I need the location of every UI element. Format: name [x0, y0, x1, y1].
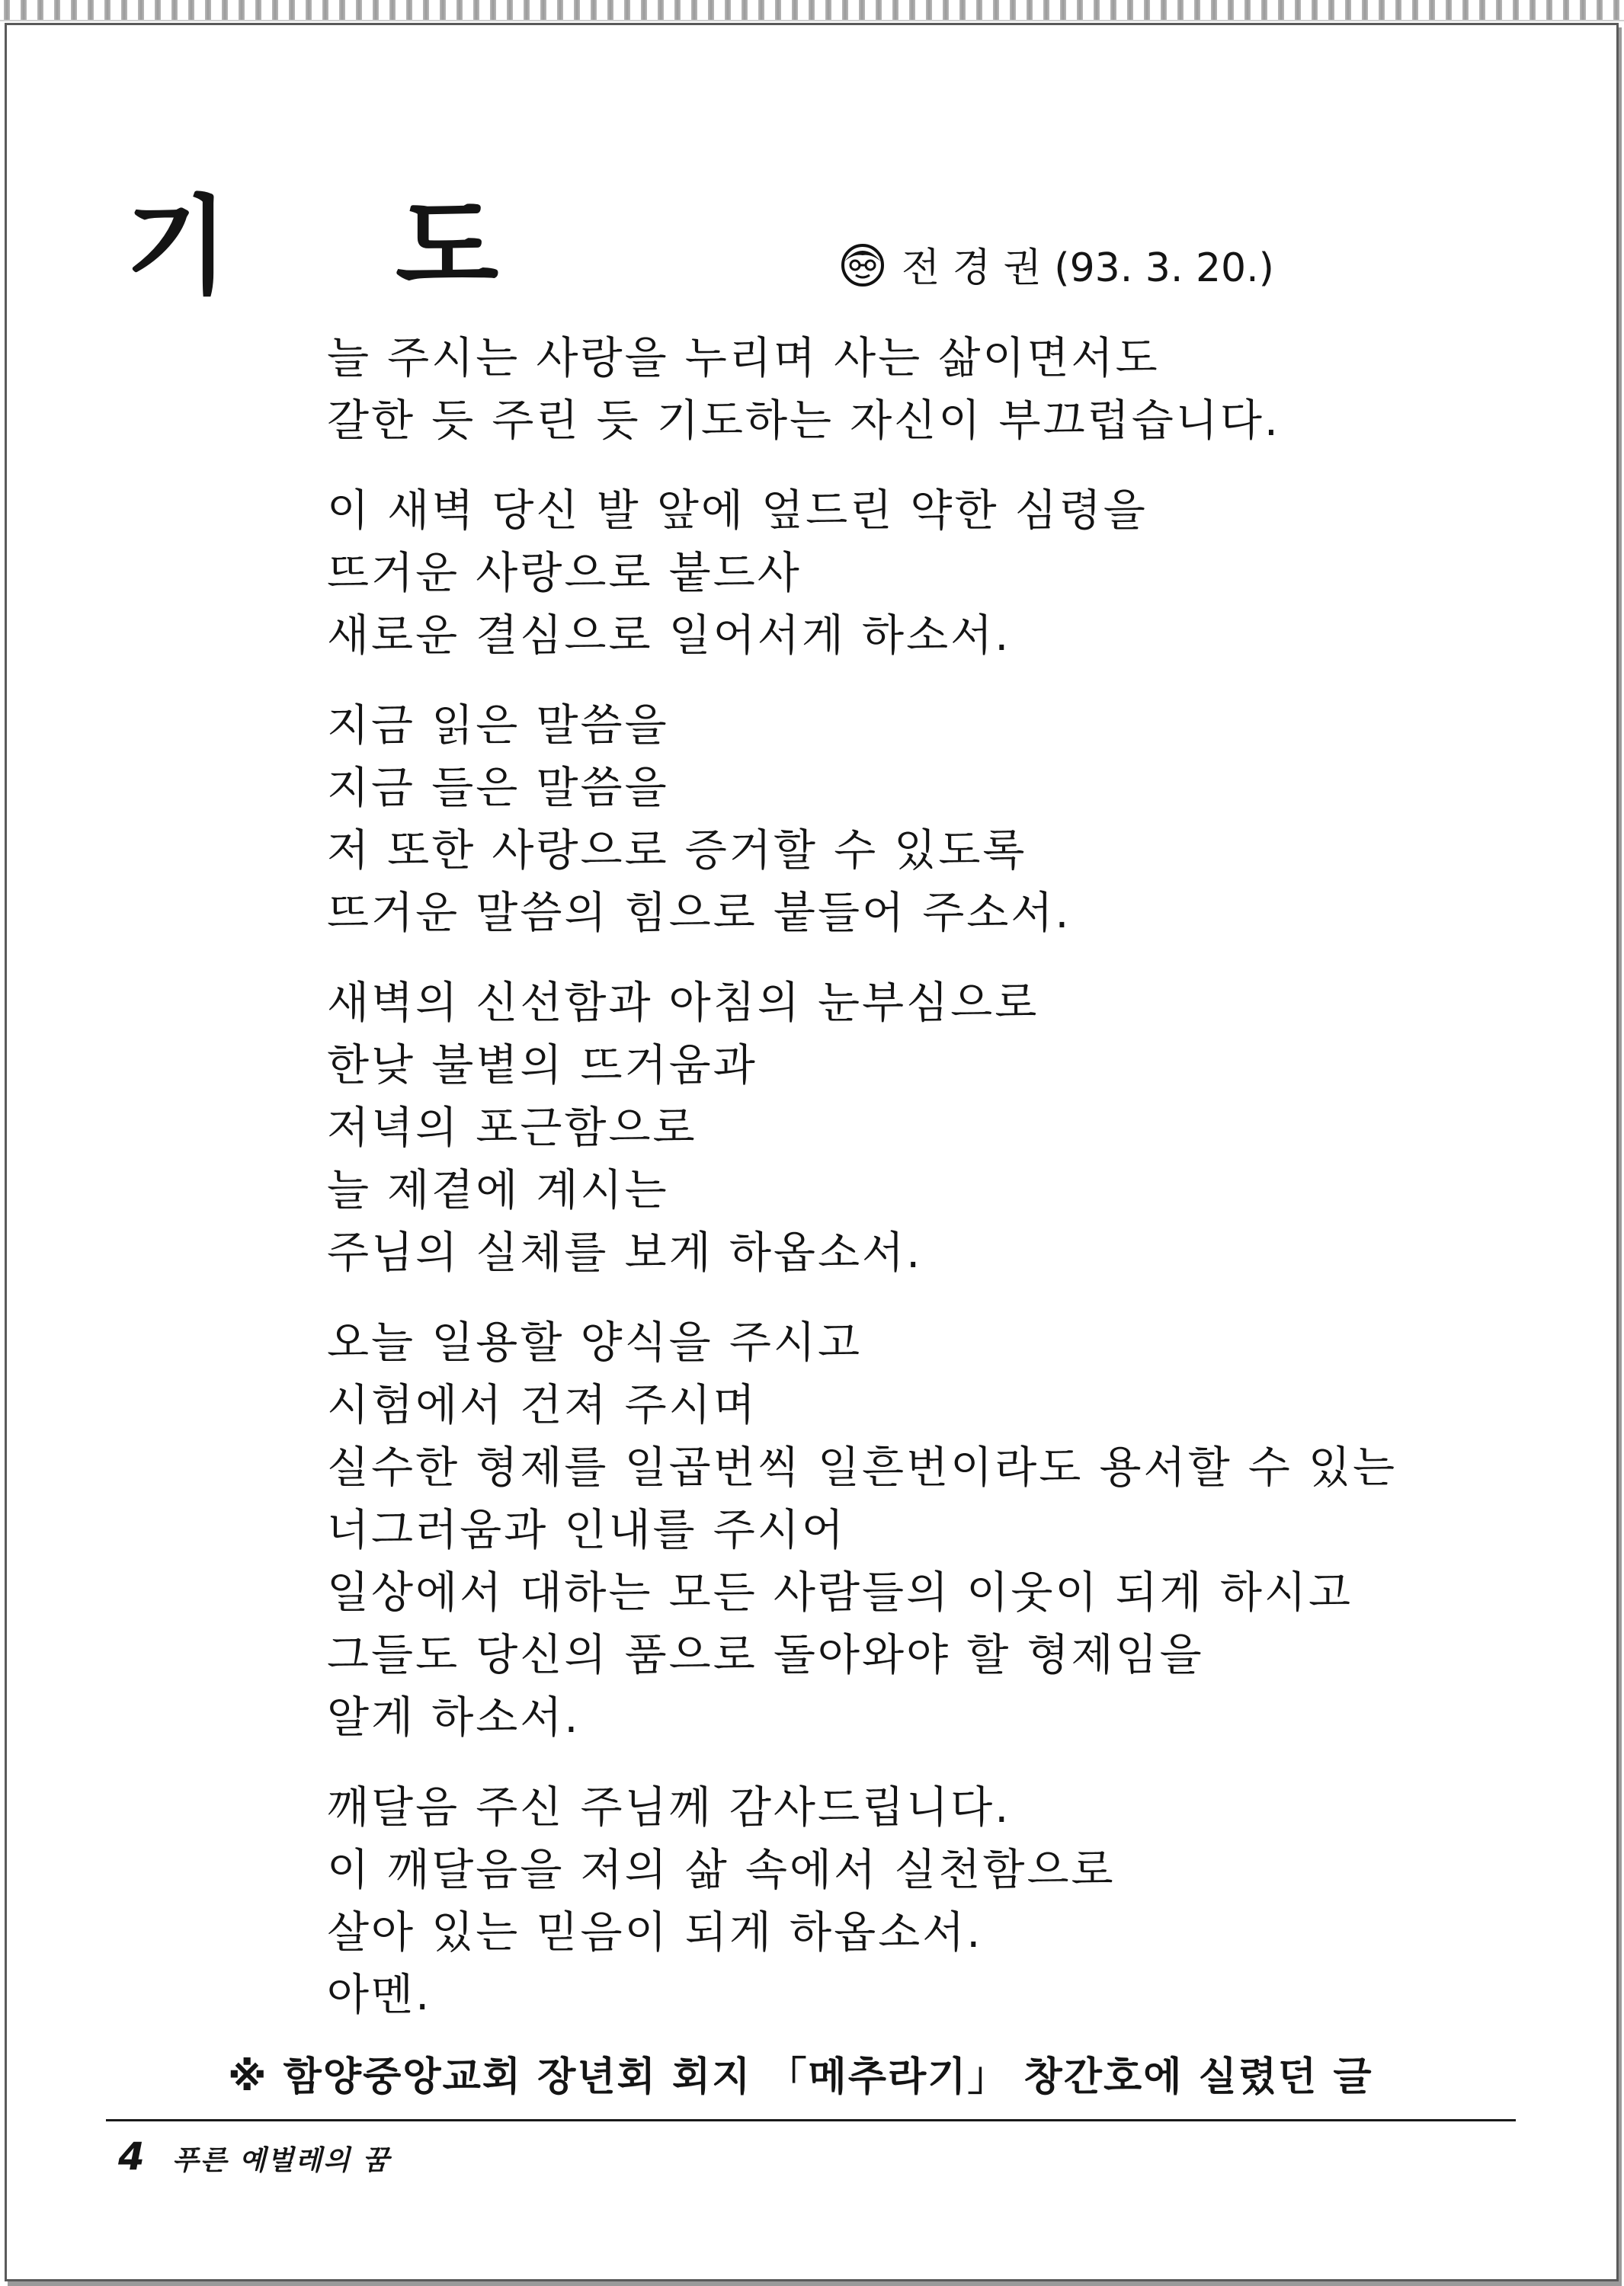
poem-line: 갈한 듯 주린 듯 기도하는 자신이 부끄럽습니다. [327, 395, 1281, 446]
poem-line: 한낮 불볕의 뜨거움과 [327, 1040, 758, 1090]
poem-line: 알게 하소서. [327, 1692, 581, 1743]
poem-stanza [327, 479, 1577, 667]
poem-stanza [327, 972, 1577, 1284]
poem-line: 저녁의 포근함으로 [327, 1103, 697, 1153]
poem-line: 그들도 당신의 품으로 돌아와야 할 형제임을 [327, 1630, 1204, 1680]
face-icon [839, 240, 886, 287]
title-char-2: 도 [396, 185, 502, 309]
author-byline-row [839, 237, 1274, 290]
poem-line: 늘 제곁에 계시는 [327, 1165, 669, 1215]
footer-rule [106, 2119, 1516, 2121]
poem-stanza [327, 1311, 1577, 1749]
page-footer [118, 2134, 390, 2179]
poem-line: 새로운 결심으로 일어서게 하소서. [327, 610, 1011, 661]
author-byline: 전 경 권 (93. 3. 20.) [902, 245, 1274, 291]
poem-stanza [327, 694, 1577, 944]
poem-line: 너그러움과 인내를 주시어 [327, 1505, 846, 1555]
spiral-binding [0, 0, 1624, 21]
poem-line: 지금 읽은 말씀을 [327, 700, 669, 751]
poem-stanza [327, 327, 1577, 452]
poem-line: 아멘. [327, 1970, 432, 2020]
source-note: ※ 함양중앙교회 장년회 회지 「메추라기」 창간호에 실렸던 글 [228, 2054, 1373, 2100]
poem-line: 이 새벽 당신 발 앞에 엎드린 약한 심령을 [327, 485, 1148, 536]
poem-line: 늘 주시는 사랑을 누리며 사는 삶이면서도 [327, 333, 1160, 383]
poem-line: 실수한 형제를 일곱번씩 일흔번이라도 용서할 수 있는 [327, 1442, 1398, 1493]
poem-line: 새벽의 신선함과 아침의 눈부심으로 [327, 978, 1039, 1028]
page-number: 4 [118, 2134, 145, 2179]
title-char-1: 기 [126, 185, 232, 309]
poem-stanza [327, 1776, 1577, 2026]
page-sheet [5, 23, 1619, 2281]
poem-line: 시험에서 건져 주시며 [327, 1380, 758, 1430]
poem-line: 지금 들은 말씀을 [327, 763, 669, 813]
poem-line: 뜨거운 사랑으로 붙드사 [327, 548, 802, 598]
poem-line: 저 또한 사랑으로 증거할 수 있도록 [327, 825, 1027, 876]
poem-line: 살아 있는 믿음이 되게 하옵소서. [327, 1907, 983, 1958]
poem-line: 일상에서 대하는 모든 사람들의 이웃이 되게 하시고 [327, 1567, 1353, 1618]
poem-line: 이 깨달음을 저의 삶 속에서 실천함으로 [327, 1845, 1116, 1895]
poem-line: 깨달음 주신 주님께 감사드립니다. [327, 1782, 1011, 1833]
poem-body [327, 327, 1577, 2054]
poem-line: 오늘 일용할 양식을 주시고 [327, 1317, 863, 1368]
publication-title: 푸른 예벌레의 꿈 [171, 2145, 391, 2176]
poem-line: 뜨거운 말씀의 힘으로 붙들어 주소서. [327, 888, 1071, 938]
poem-line: 주님의 실체를 보게 하옵소서. [327, 1228, 923, 1278]
